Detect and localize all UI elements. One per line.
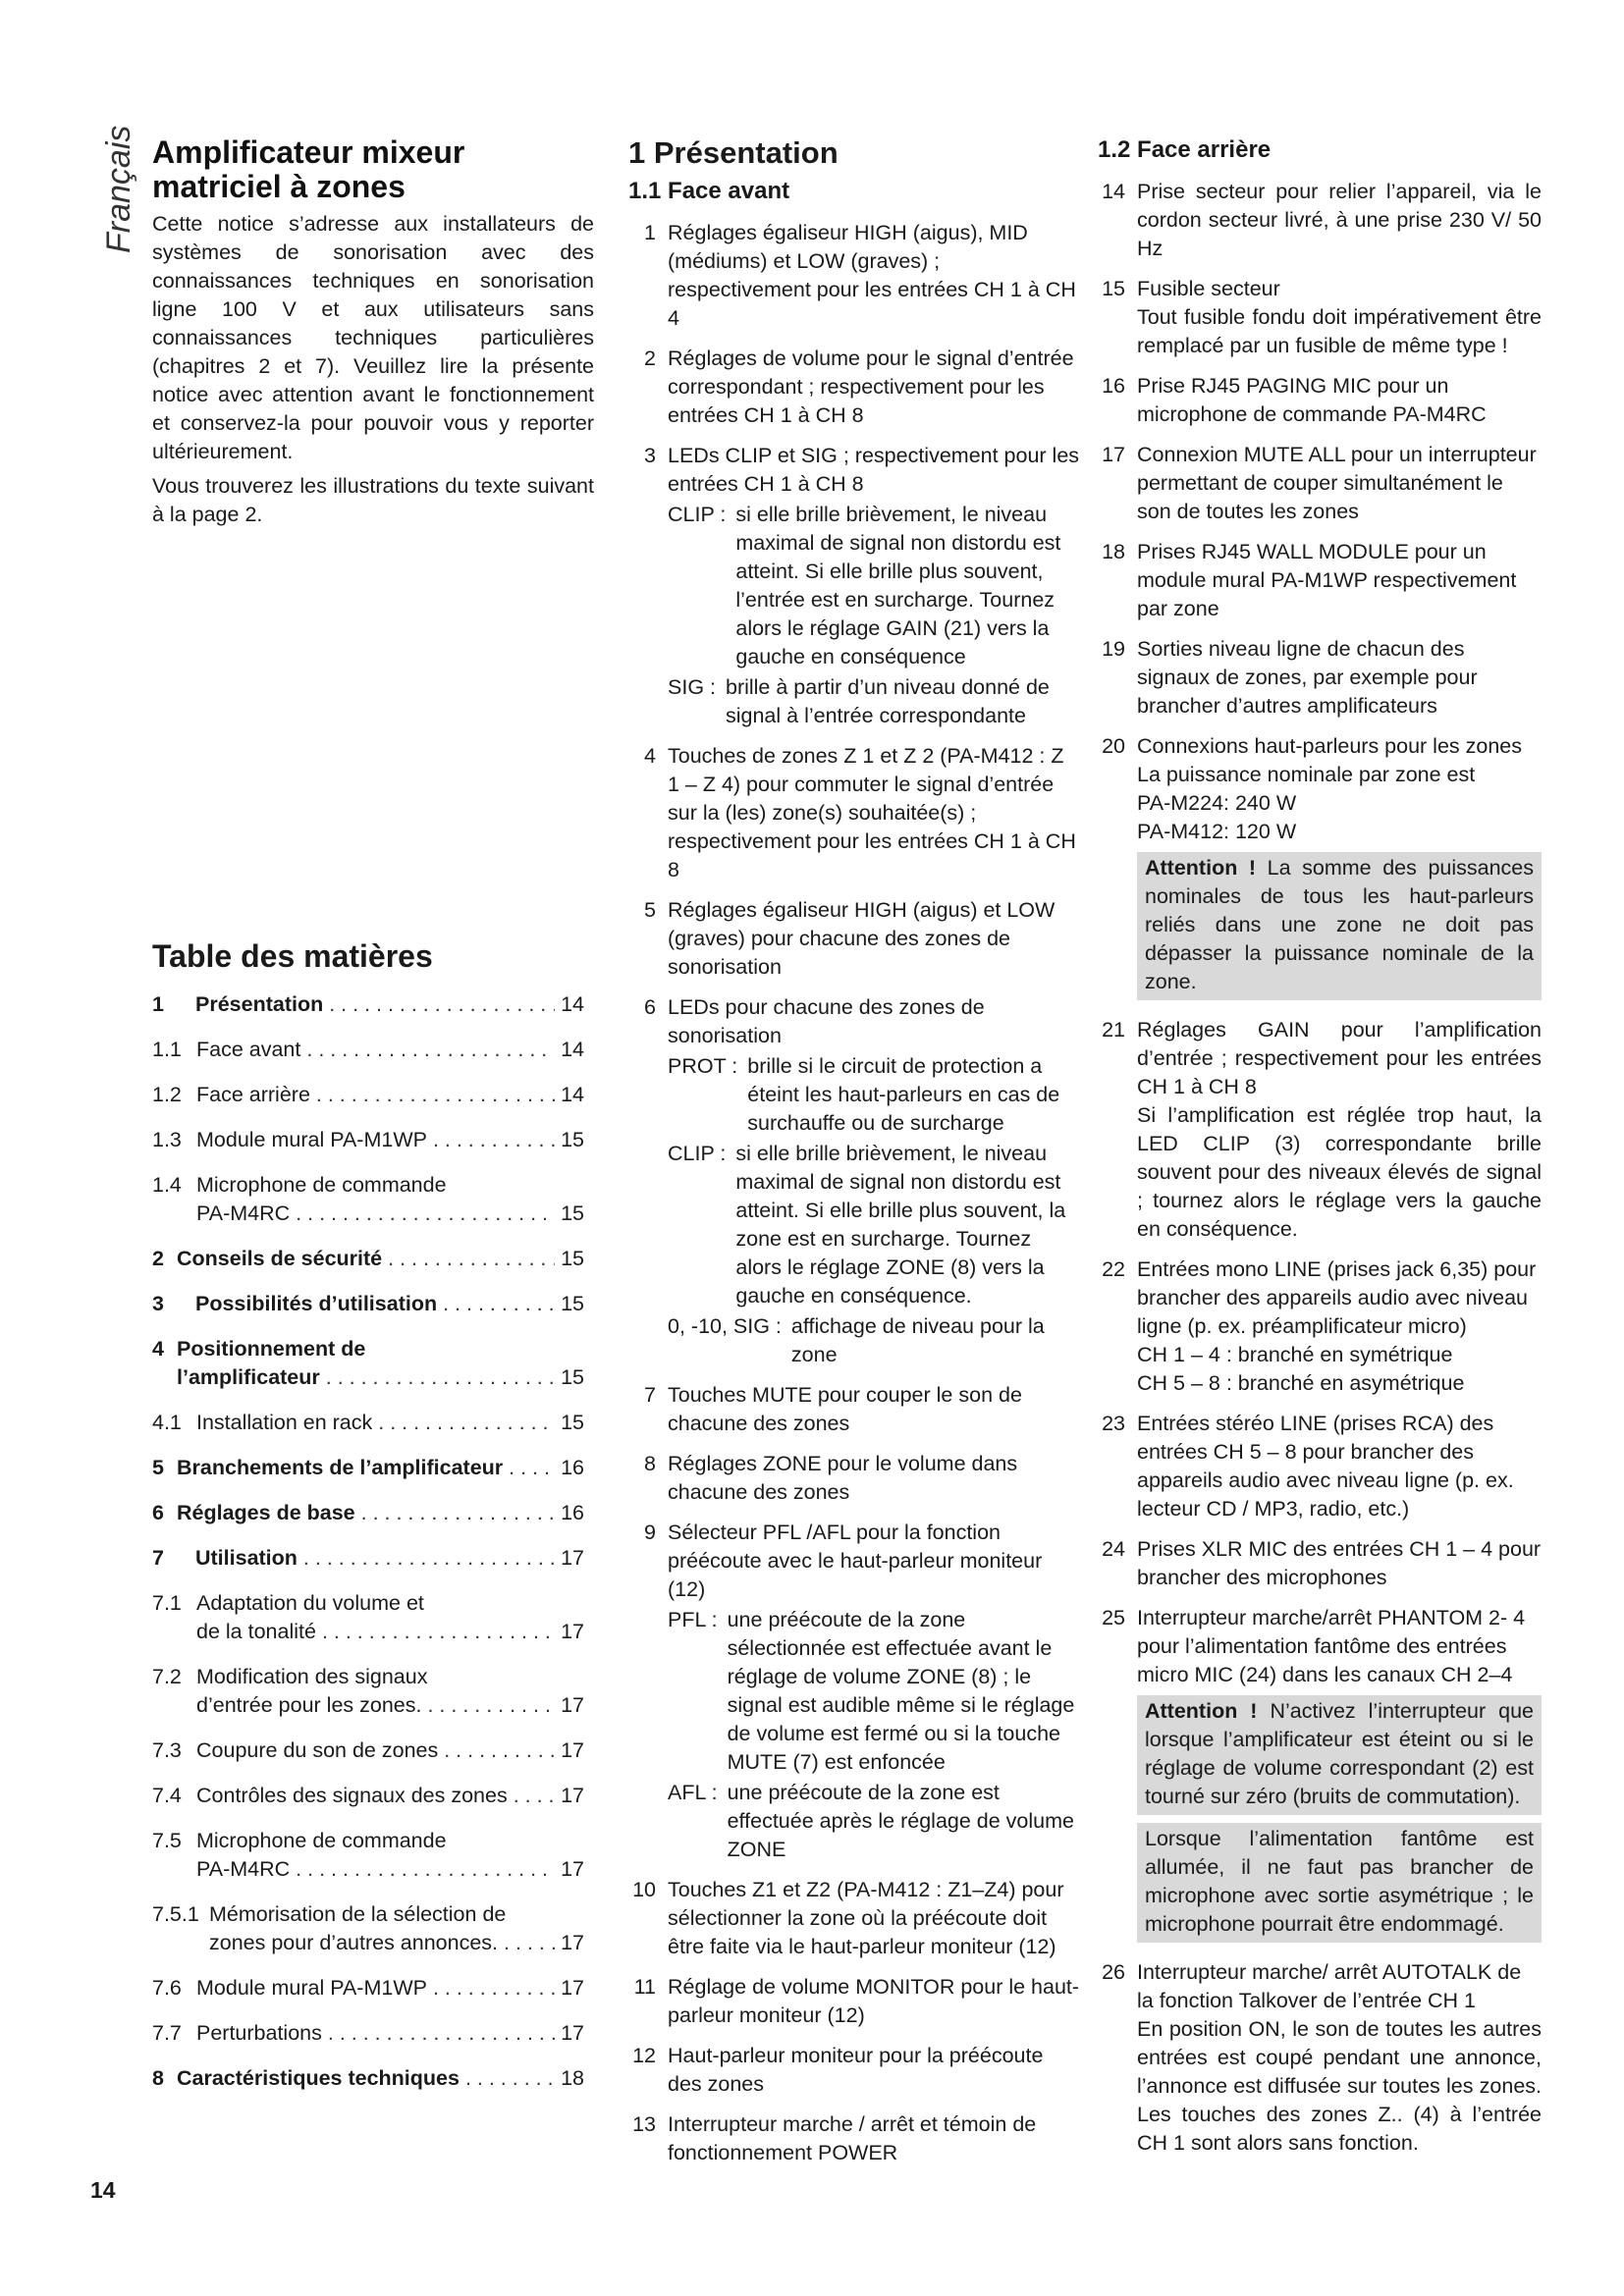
definition-pfl: PFL : une préécoute de la zone sélectionnée est effectuée avant le réglage de volume ZONE (8) ; le signal est audible même si le réglage de volume est fermé ou si la touche MUTE (7) est enfoncée [668, 1608, 1075, 1774]
list-item: 18 Prises RJ45 WALL MODULE pour un module mural PA-M1WP respectivement par zone [1102, 540, 1517, 620]
toc-leader-dots [326, 1363, 555, 1392]
toc-page: 17 [561, 1784, 584, 1807]
toc-leader-dots [322, 1618, 555, 1646]
intro-column [152, 135, 594, 535]
toc-leader-dots [388, 1245, 555, 1273]
toc-entry: 1.3 Module mural PA-M1WP . . . 15 [152, 1126, 584, 1154]
toc-leader-dots [296, 1855, 555, 1884]
page-number: 14 [90, 2177, 116, 2203]
rear-panel-column [1098, 135, 1542, 2169]
toc-entry: 4 Positionnement de l’amplificateur . . . 15 [152, 1335, 584, 1392]
toc-entry: 7.5.1 Mémorisation de la sélection de zones pour d’autres annonces. . . . 17 [152, 1900, 584, 1957]
toc-list [152, 990, 584, 2093]
attention-note: Attention ! La somme des puissances nominales de tous les haut-parleurs reliés dans une zone ne doit pas dépasser la puissance nominale de la zone. [1137, 852, 1542, 1000]
toc-page: 17 [561, 1857, 584, 1881]
definition-level: 0, -10, SIG : affichage de niveau pour la zone [668, 1314, 1045, 1366]
definition-afl: AFL : une préécoute de la zone est effectuée après le réglage de volume ZONE [668, 1781, 1074, 1861]
toc-entry: 1.2 Face arrière . . . 14 [152, 1081, 584, 1109]
list-item: 21 Réglages GAIN pour l’amplification d’entrée ; respectivement pour les entrées CH 1 à CH 8 Si l’amplification est réglée trop haut, la LED CLIP (3) correspondante brille souvent pour des niveaux élevés de signal ; tournez alors le réglage vers la gauche en conséquence. [1102, 1018, 1542, 1241]
definition-prot: PROT : brille si le circuit de protection a éteint les haut-parleurs en cas de surchauffe ou de surcharge [668, 1054, 1060, 1135]
toc-entry: 7.1 Adaptation du volume et de la tonalité . . . 17 [152, 1589, 584, 1646]
toc-page: 17 [561, 2021, 584, 2045]
section-1-1-title: 1.1 Face avant [628, 178, 790, 204]
toc-page: 15 [561, 1128, 584, 1151]
toc-leader-dots [509, 1454, 555, 1482]
toc-page: 17 [561, 1546, 584, 1570]
toc-entry: 1.1 Face avant . . . 14 [152, 1036, 584, 1064]
toc-page: 17 [561, 1693, 584, 1717]
toc-entry: 7.3 Coupure du son de zones . . . 17 [152, 1736, 584, 1765]
toc-entry: 4.1 Installation en rack . . . 15 [152, 1409, 584, 1437]
list-item: 9 Sélecteur PFL /AFL pour la fonction préécoute avec le haut-parleur moniteur (12) PFL : une préécoute de la zone sélectionnée est effectuée avant le réglage de volume ZONE (8) ; le signal est audible même si le réglage de volume est fermé ou si la touche MUTE (7) est enfoncée AFL : une préécoute de la zone est effectuée après le réglage de volume ZONE [628, 1519, 1080, 1864]
toc-entry: 7.6 Module mural PA-M1WP . . . 17 [152, 1974, 584, 2002]
toc-page: 15 [561, 1365, 584, 1389]
toc-entry: 5 Branchements de l’amplificateur . . . 16 [152, 1454, 584, 1482]
toc-leader-dots [427, 1691, 555, 1720]
toc-leader-dots [378, 1409, 555, 1437]
toc-leader-dots [433, 1126, 555, 1154]
toc-page: 16 [561, 1501, 584, 1524]
toc-leader-dots [443, 1290, 555, 1318]
toc-leader-dots [465, 2064, 555, 2093]
toc-heading: Table des matières [152, 938, 433, 974]
toc-leader-dots [328, 2019, 555, 2048]
definition-sig: SIG : brille à partir d’un niveau donné de signal à l’entrée correspondante [668, 675, 1050, 727]
front-panel-column [628, 135, 1080, 2179]
toc-leader-dots [444, 1736, 555, 1765]
toc-entry: 8 Caractéristiques techniques . . . 18 [152, 2064, 584, 2093]
phantom-warning-note: Lorsque l’alimentation fantôme est allumée, il ne faut pas brancher de microphone avec sortie asymétrique ; le microphone pourrait être endommagé. [1137, 1823, 1542, 1943]
toc-leader-dots [303, 1544, 555, 1573]
list-item: 26 Interrupteur marche/ arrêt AUTOTALK de la fonction Talkover de l’entrée CH 1 En position ON, le son de toutes les autres entrées est coupé pendant une annonce, l’annonce est diffusée sur toutes les zones. Les touches des zones Z.. (4) à l’entrée CH 1 sont alors sans fonction. [1102, 1960, 1542, 2155]
toc-leader-dots [316, 1081, 555, 1109]
toc-entry: 2 Conseils de sécurité . . . 15 [152, 1245, 584, 1273]
toc-leader-dots [296, 1200, 555, 1228]
toc-page: 18 [561, 2066, 584, 2090]
intro-paragraph-illustrations: Vous trouverez les illustrations du texte suivant à la page 2. [152, 474, 594, 526]
list-item: 20 Connexions haut-parleurs pour les zones La puissance nominale par zone est PA-M224: 240 W PA-M412: 120 W Attention ! La somme des puissances nominales de tous les haut-parleurs reliés dans une zone ne doit pas dépasser la puissance nominale de la zone. [1098, 732, 1542, 1004]
list-item: 7 Touches MUTE pour couper le son de chacune des zones [644, 1383, 1022, 1435]
toc-entry: 6 Réglages de base . . . 16 [152, 1499, 584, 1527]
toc-page: 15 [561, 1411, 584, 1434]
toc-page: 14 [561, 1083, 584, 1106]
list-item: 4 Touches de zones Z 1 et Z 2 (PA-M412 : Z 1 – Z 4) pour commuter le signal d’entrée sur la (les) zone(s) souhaitée(s) ; respectivement pour les entrées CH 1 à CH 8 [644, 744, 1076, 881]
toc-entry: 7.4 Contrôles des signaux des zones . . . 17 [152, 1782, 584, 1810]
toc-page: 16 [561, 1456, 584, 1479]
toc-entry: 7.5 Microphone de commande PA-M4RC . . . 17 [152, 1827, 584, 1884]
list-item: 3 LEDs CLIP et SIG ; respectivement pour les entrées CH 1 à CH 8 CLIP : si elle brille brièvement, le niveau maximal de signal non distordu est atteint. Si elle brille plus souvent, l’entrée est en surcharge. Tournez alors le réglage GAIN (21) vers la gauche en conséquence SIG : brille à partir d’un niveau donné de signal à l’entrée correspondante [628, 442, 1080, 730]
list-item: 19 Sorties niveau ligne de chacun des signaux de zones, par exemple pour brancher d’autres amplificateurs [1102, 637, 1478, 718]
list-item: 14 Prise secteur pour relier l’appareil, via le cordon secteur livré, à une prise 230 V/ 50 Hz [1102, 180, 1542, 260]
toc-leader-dots [306, 1036, 555, 1064]
toc-entry: 3 Possibilités d’utilisation . . . 15 [152, 1290, 584, 1318]
toc-page: 14 [561, 1038, 584, 1061]
toc-page: 14 [561, 992, 584, 1016]
list-item: 15 Fusible secteur Tout fusible fondu doit impérativement être remplacé par un fusible de même type ! [1102, 277, 1542, 357]
list-item: 6 LEDs pour chacune des zones de sonorisation PROT : brille si le circuit de protection a éteint les haut-parleurs en cas de surchauffe ou de surcharge CLIP : si elle brille brièvement, le niveau maximal de signal non distordu est atteint. Si elle brille plus souvent, la zone est en surcharge. Tournez alors le réglage ZONE (8) vers la gauche en conséquence. 0, -10, SIG : affichage de niveau pour la zone [628, 993, 1080, 1369]
toc-page: 15 [561, 1201, 584, 1225]
list-item: 17 Connexion MUTE ALL pour un interrupteur permettant de couper simultanément le son de toutes les zones [1102, 443, 1537, 523]
definition-clip: CLIP : si elle brille brièvement, le niveau maximal de signal non distordu est atteint. Si elle brille plus souvent, la zone est en surcharge. Tournez alors le réglage ZONE (8) vers la gauche en conséquence. [668, 1142, 1066, 1308]
list-item: 25 Interrupteur marche/arrêt PHANTOM 2- 4 pour l’alimentation fantôme des entrées micro MIC (24) dans les canaux CH 2–4 Attention ! N’activez l’interrupteur que lorsque l’amplificateur est éteint ou si le réglage de volume correspondant (2) est tourné sur zéro (bruits de commutation). Lorsque l’alimentation fantôme est allumée, il ne faut pas brancher de microphone avec sortie asymétrique ; le microphone pourrait être endommagé. [1098, 1604, 1542, 1947]
list-item: 13 Interrupteur marche / arrêt et témoin de fonctionnement POWER [632, 2112, 1037, 2164]
toc-page: 17 [561, 1738, 584, 1762]
toc-page: 15 [561, 1292, 584, 1315]
toc-leader-dots [329, 990, 555, 1019]
attention-note: Attention ! N’activez l’interrupteur que lorsque l’amplificateur est éteint ou si le réglage de volume correspondant (2) est tourné sur zéro (bruits de commutation). [1137, 1695, 1542, 1815]
list-item: 11 Réglage de volume MONITOR pour le haut-parleur moniteur (12) [633, 1975, 1080, 2027]
toc-page: 17 [561, 1620, 584, 1643]
toc-entry: 1.4 Microphone de commande PA-M4RC . . . 15 [152, 1171, 584, 1228]
toc-entry: 7.2 Modification des signaux d’entrée pour les zones. . . . 17 [152, 1663, 584, 1720]
document-title: Amplificateur mixeur matriciel à zones [152, 134, 465, 204]
toc-leader-dots [504, 1929, 555, 1957]
toc-leader-dots [514, 1782, 555, 1810]
list-item: 2 Réglages de volume pour le signal d’entrée correspondant ; respectivement pour les entrées CH 1 à CH 8 [644, 347, 1074, 427]
list-item: 23 Entrées stéréo LINE (prises RCA) des entrées CH 5 – 8 pour brancher des appareils audio avec niveau ligne (p. ex. lecteur CD / MP3, radio, etc.) [1102, 1412, 1514, 1521]
list-item: 1 Réglages égaliseur HIGH (aigus), MID (médiums) et LOW (graves) ; respectivement pour les entrées CH 1 à CH 4 [644, 221, 1076, 330]
toc-entry: 7.7 Perturbations . . . 17 [152, 2019, 584, 2048]
toc-leader-dots [361, 1499, 555, 1527]
language-side-label: Français [100, 125, 137, 253]
list-item: 16 Prise RJ45 PAGING MIC pour un microphone de commande PA-M4RC [1102, 374, 1487, 426]
section-1-title: 1 Présentation [628, 135, 839, 170]
definition-clip: CLIP : si elle brille brièvement, le niveau maximal de signal non distordu est atteint. Si elle brille plus souvent, l’entrée est en surcharge. Tournez alors le réglage GAIN (21) vers la gauche en conséquence [668, 503, 1061, 668]
toc-page: 15 [561, 1247, 584, 1270]
list-item: 24 Prises XLR MIC des entrées CH 1 – 4 pour brancher des microphones [1102, 1537, 1542, 1589]
toc-page: 17 [561, 1976, 584, 2000]
list-item: 5 Réglages égaliseur HIGH (aigus) et LOW (graves) pour chacune des zones de sonorisation [644, 898, 1056, 979]
toc-leader-dots [433, 1974, 555, 2002]
list-item: 8 Réglages ZONE pour le volume dans chacune des zones [644, 1452, 1018, 1504]
section-1-2-title: 1.2 Face arrière [1098, 136, 1272, 163]
table-of-contents [152, 938, 584, 2109]
list-item: 12 Haut-parleur moniteur pour la préécoute des zones [632, 2044, 1044, 2096]
intro-paragraph: Cette notice s’adresse aux installateurs de systèmes de sonorisation avec des connaissances techniques en sonorisation ligne 100 V et aux utilisateurs sans connaissances techniques particulières (chapitres 2 et 7). Veuillez lire la présente notice avec attention avant le fonctionnement et conservez-la pour pouvoir vous y reporter ultérieurement. [152, 212, 594, 463]
list-item: 10 Touches Z1 et Z2 (PA-M412 : Z1–Z4) pour sélectionner la zone où la préécoute doit être faite via le haut-parleur moniteur (12) [632, 1878, 1064, 1958]
toc-page: 17 [561, 1931, 584, 1954]
list-item: 22 Entrées mono LINE (prises jack 6,35) pour brancher des appareils audio avec niveau ligne (p. ex. préamplificateur micro) CH 1 – 4 : branché en symétrique CH 5 – 8 : branché en asymétrique [1102, 1257, 1537, 1395]
toc-entry: 7 Utilisation . . . 17 [152, 1544, 584, 1573]
toc-entry: 1 Présentation . . . 14 [152, 990, 584, 1019]
